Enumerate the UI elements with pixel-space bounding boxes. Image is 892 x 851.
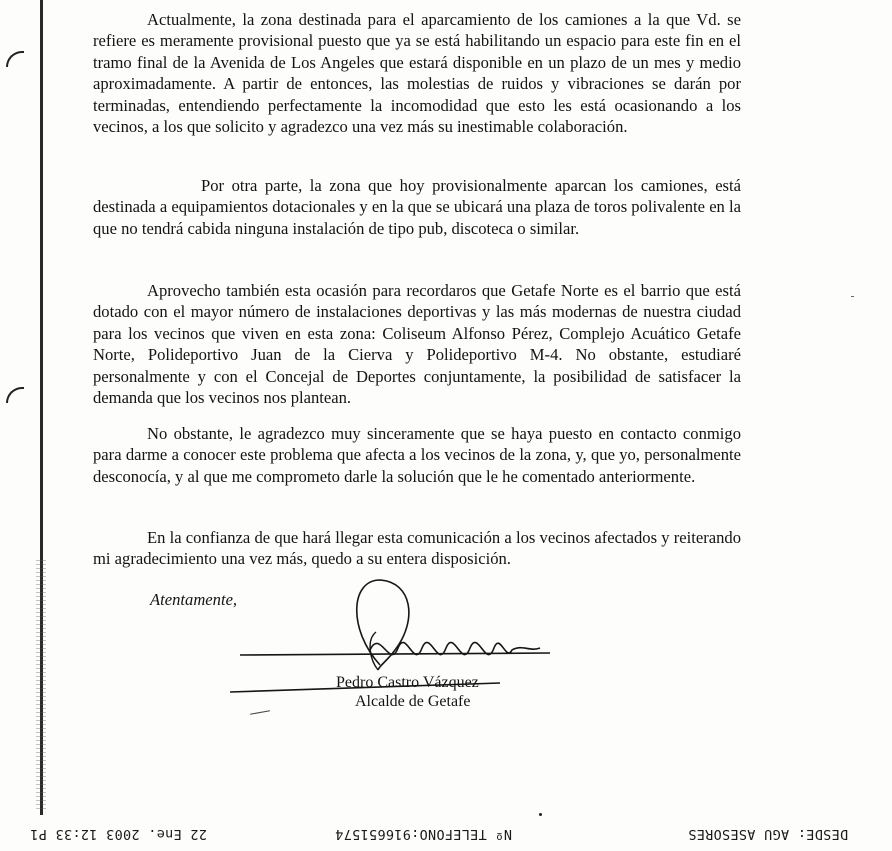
- letter-paragraph-3: Aprovecho también esta ocasión para recordaros que Getafe Norte es el barrio que está dotado con el mayor número de instalaciones deportivas y las más modernas de nuestra ciudad para los vecinos que viven en esta zona: Coliseum Alfonso Pérez, Complejo Acuático Getafe Norte, Polideportivo Juan de la Cierva y Polideportivo M-4. No obstante, estudiaré personalmente y con el Concejal de Deportes conjuntamente, la posibilidad de satisfacer la demanda que los vecinos nos plantean.: [93, 281, 741, 408]
- fax-header-from: DESDE: AGU ASESORES: [688, 826, 849, 842]
- signer-title: Alcalde de Getafe: [355, 693, 471, 710]
- punch-hole-icon: [6, 51, 24, 67]
- punch-hole-icon: [6, 387, 24, 403]
- letter-paragraph-1: Actualmente, la zona destinada para el aparcamiento de los camiones a la que Vd. se refiere es meramente provisional puesto que ya se está habilitando un espacio para este fin en el tramo final de la Avenida de Los Angeles que estará disponible en un plazo de un mes y medio aproximadamente. A partir de entonces, las molestias de ruidos y vibraciones se darán por terminadas, entendiendo perfectamente la incomodidad que esto les está ocasionando a los vecinos, a los que solicito y agradezco una vez más su inestimable colaboración.: [93, 10, 741, 137]
- letter-paragraph-2: Por otra parte, la zona que hoy provisionalmente aparcan los camiones, está destinada a equipamientos dotacionales y en la que se ubicará una plaza de toros polivalente en la que no tendrá cabida ninguna instalación de tipo pub, discoteca o similar.: [93, 176, 741, 238]
- signer-name: Pedro Castro Vázquez: [336, 674, 479, 691]
- closing-salutation: Atentamente,: [150, 590, 238, 609]
- letter-paragraph-4: No obstante, le agradezco muy sinceramente que se haya puesto en contacto conmigo para darme a conocer este problema que afecta a los vecinos de la zona, y, que yo, personalmente desconocía, y al que me comprometo darle la solución que le he comentado anteriormente.: [93, 424, 741, 486]
- stray-dot: [539, 813, 542, 816]
- fax-header-phone: Nº TELEFONO:916651574: [335, 826, 512, 842]
- fax-header-date: 22 Ene. 2003 12:33 P1: [30, 826, 207, 842]
- scan-speck: [851, 296, 854, 297]
- stray-pen-mark: [250, 710, 270, 714]
- scan-noise: [36, 560, 46, 810]
- letter-paragraph-5: En la confianza de que hará llegar esta comunicación a los vecinos afectados y reiterando mi agradecimiento una vez más, quedo a su entera disposición.: [93, 528, 741, 569]
